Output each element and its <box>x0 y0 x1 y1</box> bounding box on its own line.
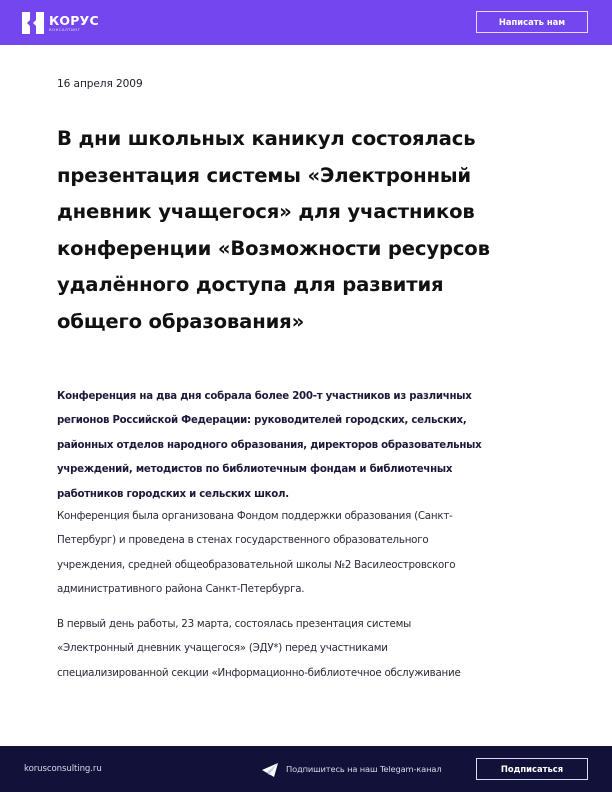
title-line: дневник учащегося» для участников <box>57 200 475 223</box>
write-to-us-button[interactable]: Написать нам <box>476 11 588 33</box>
lead-line: Конференция на два дня собрала более 200-т участников из различных <box>57 391 472 402</box>
header-bar <box>0 0 612 45</box>
article-title <box>57 121 557 340</box>
title-line: презентация системы «Электронный <box>57 163 471 187</box>
telegram-subscribe-text: Подпишитесь на наш Telegam-канал <box>286 764 442 774</box>
paragraph-line: Конференция была организована Фондом поддержки образования (Санкт- <box>57 510 453 522</box>
footer-bar <box>0 746 612 792</box>
footer-site-link[interactable]: korusconsulting.ru <box>24 764 102 774</box>
article-paragraph-1 <box>57 504 557 602</box>
paragraph-line: специализированной секции «Информационно-библиотечное обслуживание <box>57 666 461 679</box>
title-line: В дни школьных каникул состоялась <box>57 127 476 150</box>
article-lead <box>57 385 557 507</box>
logo[interactable] <box>22 11 99 35</box>
paragraph-line: административного района Санкт-Петербурга. <box>57 583 305 596</box>
logo-subtitle: КОНСАЛТИНГ <box>49 27 81 32</box>
title-line: общего образования» <box>57 309 305 333</box>
paragraph-line: В первый день работы, 23 марта, состоялась презентация системы <box>57 618 412 630</box>
paragraph-line: Петербург) и проведена в стенах государственного образовательного <box>57 534 429 547</box>
title-line: удалённого доступа для развития <box>57 273 444 296</box>
article-paragraph-2 <box>57 612 557 685</box>
paragraph-line: учреждения, средней общеобразовательной школы №2 Василеостровского <box>57 558 456 571</box>
telegram-icon[interactable] <box>262 762 278 776</box>
lead-line: регионов Российской Федерации: руководителей городских, сельских, <box>57 415 467 427</box>
paragraph-line: «Электронный дневник учащегося» (ЭДУ*) перед участниками <box>57 642 388 655</box>
article-date: 16 апреля 2009 <box>57 78 143 90</box>
korus-logo-icon <box>22 12 44 34</box>
subscribe-button[interactable]: Подписаться <box>476 758 588 780</box>
lead-line: работников городских и сельских школ. <box>57 488 289 500</box>
lead-line: учреждений, методистов по библиотечным фондам и библиотечных <box>57 464 453 476</box>
logo-word: КОРУС <box>49 12 99 28</box>
logo-text <box>49 14 99 33</box>
title-line: конференции «Возможности ресурсов <box>57 236 490 260</box>
lead-line: районных отделов народного образования, директоров образовательных <box>57 439 482 451</box>
